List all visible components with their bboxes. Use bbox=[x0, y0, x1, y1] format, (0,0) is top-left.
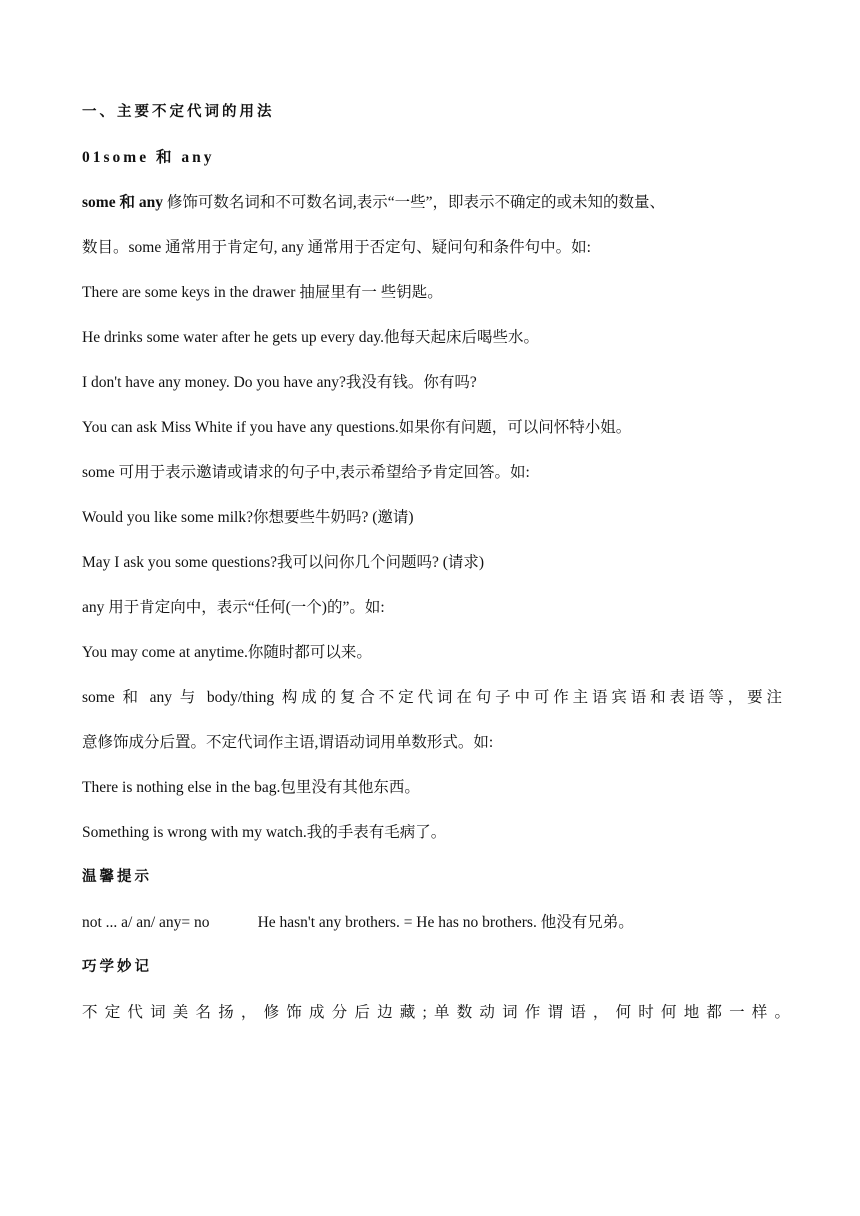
example-sentence: You may come at anytime.你随时都可以来。 bbox=[82, 644, 372, 661]
paragraph-line bbox=[82, 180, 782, 225]
tip-example: He hasn't any brothers. = He has no brothers. 他没有兄弟。 bbox=[257, 914, 634, 931]
mnemonic-text: 不定代词美名扬，修饰成分后边藏;单数动词作谓语，何时何地都一样。 bbox=[82, 1004, 798, 1021]
example-sentence: He drinks some water after he gets up every day.他每天起床后喝些水。 bbox=[82, 329, 539, 346]
example-sentence: May I ask you some questions?我可以问你几个问题吗? (请求) bbox=[82, 554, 485, 571]
example-sentence: There are some keys in the drawer 抽屉里有一 些钥匙。 bbox=[82, 284, 443, 301]
example-sentence: Something is wrong with my watch.我的手表有毛病了。 bbox=[82, 824, 447, 841]
paragraph-line: some 可用于表示邀请或请求的句子中,表示希望给予肯定回答。如: bbox=[82, 464, 530, 481]
section-title: 一、主要不定代词的用法 bbox=[82, 104, 275, 120]
tip-heading: 温馨提示 bbox=[82, 869, 152, 885]
example-sentence: You can ask Miss White if you have any questions.如果你有问题，可以问怀特小姐。 bbox=[82, 419, 632, 436]
example-sentence: Would you like some milk?你想要些牛奶吗? (邀请) bbox=[82, 509, 414, 526]
paragraph-line: 意修饰成分后置。不定代词作主语,谓语动词用单数形式。如: bbox=[82, 734, 494, 751]
mnemonic-heading: 巧学妙记 bbox=[82, 959, 152, 975]
tip-rule: not ... a/ an/ any= no bbox=[82, 914, 210, 931]
example-sentence: I don't have any money. Do you have any?我没有钱。你有吗? bbox=[82, 374, 477, 391]
paragraph-line: 数目。some 通常用于肯定句, any 通常用于否定句、疑问句和条件句中。如: bbox=[82, 239, 591, 256]
example-sentence: There is nothing else in the bag.包里没有其他东西。 bbox=[82, 779, 420, 796]
document-body bbox=[82, 90, 798, 1035]
term-highlight: some 和 any bbox=[82, 194, 163, 211]
paragraph-text: 修饰可数名词和不可数名词,表示“一些”，即表示不确定的或未知的数量、 bbox=[162, 194, 665, 211]
tip-line bbox=[82, 900, 782, 945]
paragraph-line: any 用于肯定向中，表示“任何(一个)的”。如: bbox=[82, 599, 385, 616]
subsection-title: 01some 和 any bbox=[82, 149, 215, 166]
paragraph-line: some 和 any 与 body/thing 构成的复合不定代词在句子中可作主语宾语和表语等，要注 bbox=[82, 689, 782, 706]
